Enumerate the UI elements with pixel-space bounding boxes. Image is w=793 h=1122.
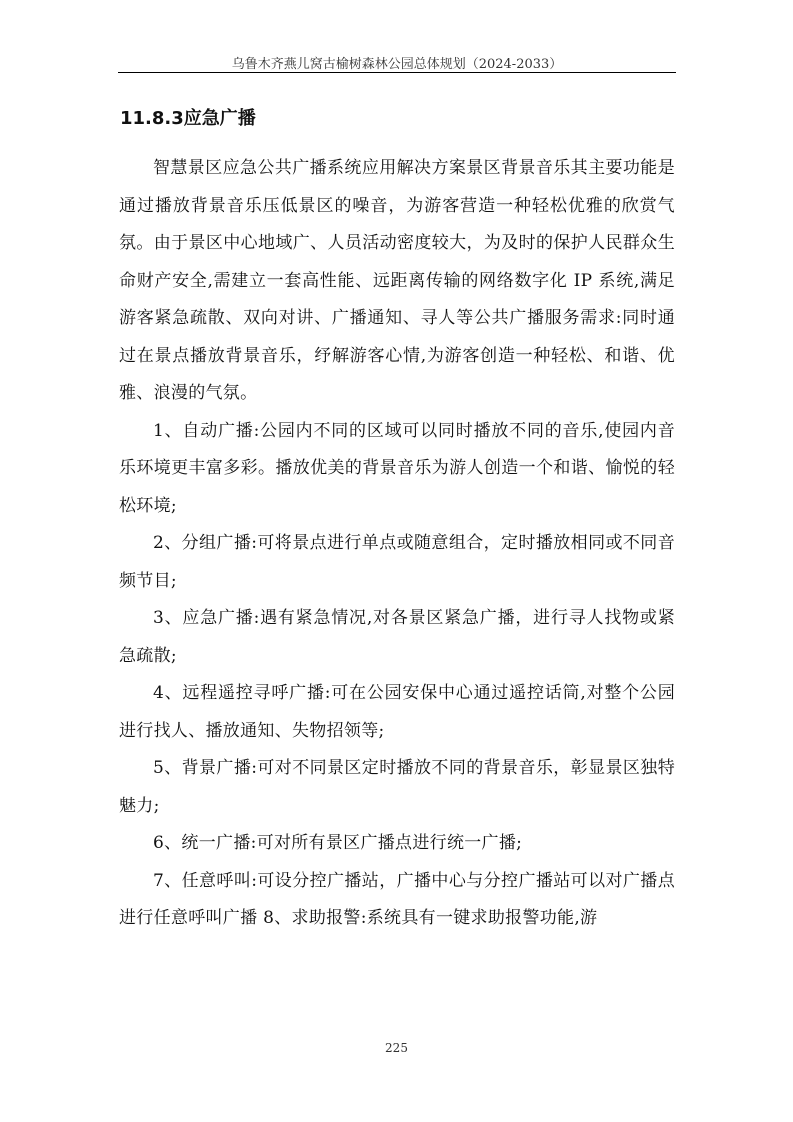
paragraph-item-5: 5、背景广播:可对不同景区定时播放不同的背景音乐，彰显景区独特魅力; <box>119 758 675 816</box>
section-heading: 11.8.3应急广播 <box>120 108 256 129</box>
paragraph-intro: 智慧景区应急公共广播系统应用解决方案景区背景音乐其主要功能是通过播放背景音乐压低景区的噪音，为游客营造一种轻松优雅的欣赏气氛。由于景区中心地域广、人员活动密度较大，为及时的保护人民群众生命财产安全,需建立一套高性能、远距离传输的网络数字化 IP 系统,满足游客紧急疏散、双向对讲、广播通知、寻人等公共广播服务需求:同时通过在景点播放背景音乐，纾解游客心情,为游客创造一种轻松、和谐、优雅、浪漫的气氛。 <box>119 158 675 403</box>
paragraph-item-6: 6、统一广播:可对所有景区广播点进行统一广播; <box>153 833 523 853</box>
paragraph-item-7: 7、任意呼叫:可设分控广播站，广播中心与分控广播站可以对广播点进行任意呼叫广播 8、求助报警:系统具有一键求助报警功能,游 <box>119 870 675 928</box>
paragraph-item-2: 2、分组广播:可将景点进行单点或随意组合，定时播放相同或不同音频节目; <box>119 533 675 591</box>
header-divider <box>118 72 676 73</box>
paragraph-item-1: 1、自动广播:公园内不同的区域可以同时播放不同的音乐,使园内音乐环境更丰富多彩。播放优美的背景音乐为游人创造一个和谐、愉悦的轻松环境; <box>119 420 675 516</box>
body-text <box>119 150 675 938</box>
paragraph-item-3: 3、应急广播:遇有紧急情况,对各景区紧急广播，进行寻人找物或紧急疏散; <box>119 608 675 666</box>
paragraph-item-4: 4、远程遥控寻呼广播:可在公园安保中心通过遥控话筒,对整个公园进行找人、播放通知、失物招领等; <box>119 683 675 741</box>
running-header: 乌鲁木齐燕儿窝古榆树森林公园总体规划（2024-2033） <box>231 57 563 72</box>
page-number: 225 <box>385 1041 408 1055</box>
